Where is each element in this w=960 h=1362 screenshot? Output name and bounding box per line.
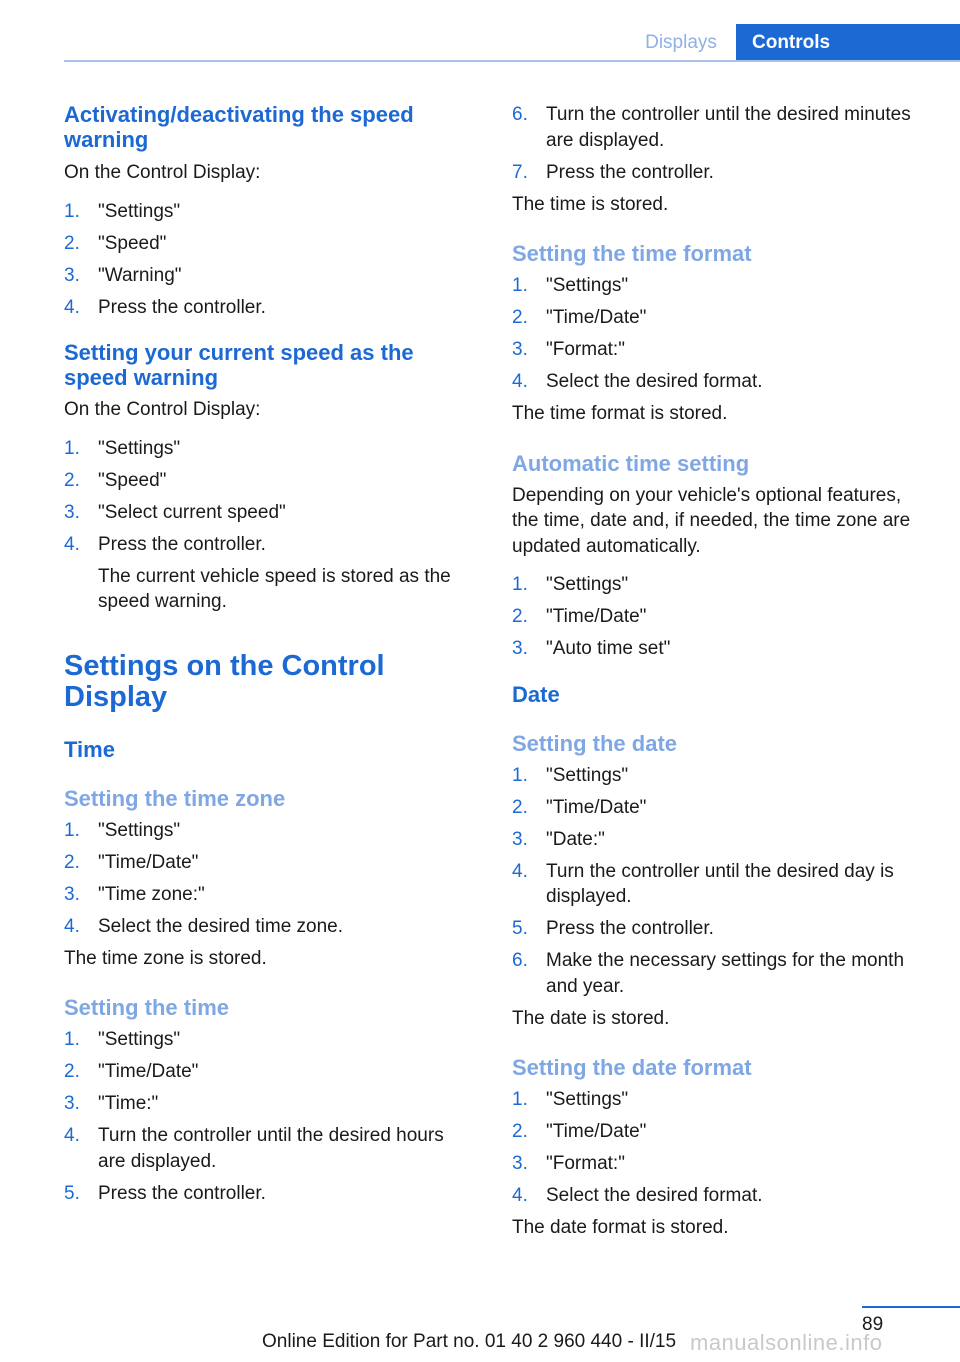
step-text: Turn the controller until the desired hours are displayed. xyxy=(98,1125,444,1172)
step-number: 5. xyxy=(64,1182,80,1204)
list-item xyxy=(64,1123,474,1174)
list-item xyxy=(64,1059,474,1085)
steps-time-zone xyxy=(64,818,474,940)
tab-controls[interactable]: Controls xyxy=(736,24,960,62)
step-text: "Settings" xyxy=(546,275,629,296)
step-number: 1. xyxy=(64,1029,80,1050)
step-number: 2. xyxy=(512,606,528,627)
list-item xyxy=(512,1087,932,1113)
step-text: Press the controller. xyxy=(546,161,714,183)
section-intro: On the Control Display: xyxy=(64,162,261,183)
step-number: 2. xyxy=(64,232,80,254)
step-number: 3. xyxy=(64,264,80,286)
step-text: "Settings" xyxy=(546,1089,629,1110)
step-text: "Settings" xyxy=(546,764,629,786)
step-number: 1. xyxy=(512,275,528,296)
step-text: "Date:" xyxy=(546,828,605,850)
section-intro: Depending on your vehicle's optional features, the time, date and, if needed, the time zone are updated automatically. xyxy=(512,484,911,557)
step-number: 4. xyxy=(512,860,528,882)
steps-auto-time xyxy=(512,572,932,662)
subsection-title-set-time: Setting the time xyxy=(64,995,230,1020)
list-item xyxy=(64,231,474,257)
list-item xyxy=(512,916,932,942)
subsection-title-time-format: Setting the time format xyxy=(512,241,752,266)
result-text: The date format is stored. xyxy=(512,1217,729,1238)
list-item xyxy=(64,882,474,908)
step-number: 2. xyxy=(64,851,80,873)
left-column xyxy=(64,102,474,1213)
step-number: 4. xyxy=(64,915,80,937)
page-header xyxy=(64,24,960,62)
list-item xyxy=(64,914,474,940)
list-item xyxy=(512,1183,932,1209)
right-column xyxy=(512,102,932,1241)
step-text: "Time/Date" xyxy=(546,606,647,627)
step-text: "Settings" xyxy=(98,200,181,222)
result-text: The time format is stored. xyxy=(512,403,728,424)
list-item xyxy=(512,305,932,331)
subsection-title-set-date: Setting the date xyxy=(512,730,678,756)
list-item xyxy=(512,763,932,789)
step-number: 3. xyxy=(512,339,528,360)
step-note: The current vehicle speed is stored as the speed warning. xyxy=(98,565,451,612)
step-number: 1. xyxy=(64,200,80,222)
section-title-date: Date xyxy=(512,681,560,707)
step-text: "Settings" xyxy=(546,574,629,595)
section-intro: On the Control Display: xyxy=(64,399,261,420)
step-text: "Settings" xyxy=(98,437,181,459)
page-number: 89 xyxy=(862,1314,884,1335)
subsection-title-time-zone: Setting the time zone xyxy=(64,785,286,811)
step-text: "Warning" xyxy=(98,264,182,286)
step-text: "Auto time set" xyxy=(546,638,671,659)
list-item xyxy=(64,263,474,289)
step-text: Press the controller. xyxy=(546,918,714,939)
step-text: "Format:" xyxy=(546,339,625,360)
steps-set-time-continued xyxy=(512,102,932,185)
step-text: "Speed" xyxy=(98,469,167,491)
step-number: 6. xyxy=(512,950,528,971)
step-text: "Time:" xyxy=(98,1093,159,1114)
section-title-speed-warning: Activating/deactivating the speed warning xyxy=(64,102,414,152)
list-item xyxy=(512,948,932,999)
step-text: "Time/Date" xyxy=(98,1061,199,1082)
section-title-time: Time xyxy=(64,736,115,762)
step-text: Select the desired format. xyxy=(546,1185,763,1206)
step-text: Select the desired time zone. xyxy=(98,915,344,937)
step-text: Turn the controller until the desired minutes are displayed. xyxy=(546,104,911,151)
step-text: Select the desired format. xyxy=(546,371,763,392)
step-number: 3. xyxy=(64,1093,80,1114)
list-item xyxy=(512,827,932,853)
step-text: "Settings" xyxy=(98,1029,181,1050)
step-text: Turn the controller until the desired day is displayed. xyxy=(546,860,894,907)
step-number: 3. xyxy=(64,883,80,905)
step-text: "Format:" xyxy=(546,1153,625,1174)
step-text: "Time/Date" xyxy=(546,1121,647,1142)
list-item xyxy=(512,337,932,363)
list-item xyxy=(64,199,474,225)
result-text: The time zone is stored. xyxy=(64,947,267,969)
subsection-title-auto-time: Automatic time setting xyxy=(512,450,750,476)
list-item xyxy=(64,1181,474,1207)
step-number: 7. xyxy=(512,161,528,183)
list-item xyxy=(64,1091,474,1117)
list-item xyxy=(512,859,932,910)
step-number: 2. xyxy=(512,796,528,818)
step-number: 3. xyxy=(512,828,528,850)
list-item xyxy=(64,818,474,844)
step-number: 2. xyxy=(512,307,528,328)
list-item xyxy=(512,369,932,395)
step-number: 2. xyxy=(512,1121,528,1142)
step-number: 2. xyxy=(64,469,80,491)
steps-set-time xyxy=(64,1027,474,1206)
step-number: 4. xyxy=(64,533,80,555)
tab-displays[interactable]: Displays xyxy=(645,32,717,53)
step-number: 1. xyxy=(64,437,80,459)
result-text: The time is stored. xyxy=(512,193,669,215)
step-number: 1. xyxy=(512,1089,528,1110)
step-text: Press the controller. xyxy=(98,533,266,555)
step-number: 4. xyxy=(512,371,528,392)
list-item xyxy=(512,160,932,186)
list-item xyxy=(512,273,932,299)
step-text: Make the necessary settings for the month and year. xyxy=(546,950,905,997)
list-item xyxy=(64,295,474,321)
step-number: 4. xyxy=(512,1185,528,1206)
step-text: Press the controller. xyxy=(98,296,266,318)
step-number: 1. xyxy=(512,574,528,595)
list-item xyxy=(64,500,474,526)
list-item xyxy=(512,1151,932,1177)
chapter-title: Settings on the Control Display xyxy=(64,649,385,713)
result-text: The date is stored. xyxy=(512,1007,670,1029)
step-number: 2. xyxy=(64,1061,80,1082)
subsection-title-date-format: Setting the date format xyxy=(512,1055,752,1080)
step-text: Press the controller. xyxy=(98,1182,266,1204)
edition-footer: Online Edition for Part no. 01 40 2 960 440 - II/15 xyxy=(262,1331,677,1352)
list-item xyxy=(512,1119,932,1145)
list-item xyxy=(512,636,932,662)
list-item xyxy=(64,1027,474,1053)
step-number: 6. xyxy=(512,104,528,125)
list-item xyxy=(512,572,932,598)
step-number: 5. xyxy=(512,918,528,939)
step-text: "Time/Date" xyxy=(98,851,199,873)
list-item xyxy=(512,795,932,821)
step-number: 4. xyxy=(64,296,80,318)
list-item xyxy=(64,436,474,462)
step-number: 3. xyxy=(512,1153,528,1174)
steps-current-speed xyxy=(64,436,474,558)
step-text: "Time/Date" xyxy=(546,796,647,818)
step-text: "Time/Date" xyxy=(546,307,647,328)
step-text: "Select current speed" xyxy=(98,501,286,523)
list-item xyxy=(64,468,474,494)
step-number: 3. xyxy=(64,501,80,523)
steps-time-format xyxy=(512,273,932,395)
watermark: manualsonline.info xyxy=(690,1330,883,1355)
step-number: 1. xyxy=(64,819,80,841)
steps-set-date xyxy=(512,763,932,1000)
section-title-current-speed: Setting your current speed as the speed warning xyxy=(64,340,414,390)
list-item xyxy=(512,102,932,153)
list-item xyxy=(64,850,474,876)
header-divider xyxy=(64,60,960,62)
list-item xyxy=(64,532,474,558)
step-number: 4. xyxy=(64,1125,80,1146)
page-number-rule xyxy=(862,1306,960,1308)
step-text: "Speed" xyxy=(98,232,167,254)
steps-speed-warning xyxy=(64,199,474,321)
step-number: 3. xyxy=(512,638,528,659)
steps-date-format xyxy=(512,1087,932,1209)
step-text: "Settings" xyxy=(98,819,181,841)
step-number: 1. xyxy=(512,764,528,786)
step-text: "Time zone:" xyxy=(98,883,205,905)
list-item xyxy=(512,604,932,630)
